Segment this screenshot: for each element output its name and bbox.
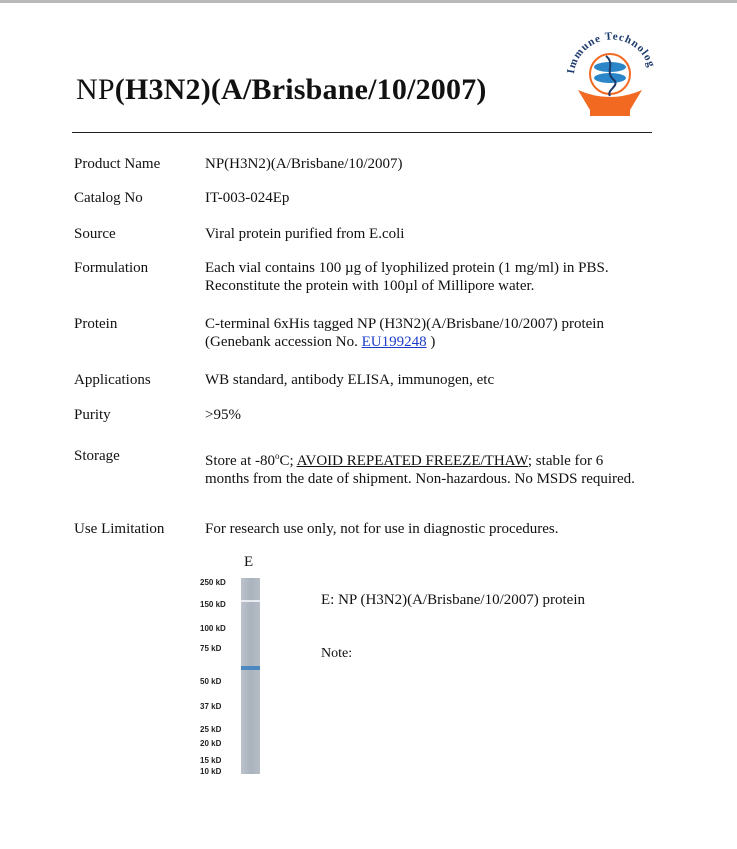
marker-75: 75 kD — [200, 644, 222, 653]
product-name-value: NP(H3N2)(A/Brisbane/10/2007) — [205, 156, 403, 172]
storage-warning: AVOID REPEATED FREEZE/THAW — [296, 453, 528, 469]
logo-text: Immune Technolog — [565, 30, 658, 75]
gel-protein-band — [241, 666, 260, 670]
marker-37: 37 kD — [200, 702, 222, 711]
product-name-label: Product Name — [74, 156, 161, 172]
applications-value: WB standard, antibody ELISA, immunogen, etc — [205, 372, 495, 388]
formulation-value — [205, 259, 650, 295]
protein-line-2: (Genebank accession No. EU199248 ) — [205, 334, 436, 350]
use-limitation-label: Use Limitation — [74, 521, 165, 537]
marker-20: 20 kD — [200, 739, 222, 748]
marker-10: 10 kD — [200, 767, 222, 776]
top-border — [0, 0, 737, 3]
gel-legend: E: NP (H3N2)(A/Brisbane/10/2007) protein — [321, 592, 585, 608]
storage-label: Storage — [74, 448, 120, 464]
gel-faint-band — [241, 600, 260, 602]
source-value: Viral protein purified from E.coli — [205, 226, 405, 242]
page-title: NP(H3N2)(A/Brisbane/10/2007) — [76, 73, 487, 106]
marker-100: 100 kD — [200, 624, 226, 633]
title-divider — [72, 132, 652, 133]
catalog-no-value: IT-003-024Ep — [205, 190, 290, 206]
use-limitation-value: For research use only, not for use in diagnostic procedures. — [205, 521, 559, 537]
genebank-accession-link[interactable]: EU199248 — [361, 334, 427, 350]
marker-15: 15 kD — [200, 756, 222, 765]
marker-25: 25 kD — [200, 725, 222, 734]
formulation-label: Formulation — [74, 260, 149, 276]
purity-label: Purity — [74, 407, 111, 423]
storage-value: Store at -80$^o$C; AVOID REPEATED FREEZE/THAW; stable for 6 months from the date of shipment. Non-hazardous. No MSDS required. — [205, 451, 635, 487]
formulation-line-1: Each vial contains 100 µg of lyophilized protein (1 mg/ml) in PBS. — [205, 260, 609, 276]
source-label: Source — [74, 226, 116, 242]
marker-150: 150 kD — [200, 600, 226, 609]
protein-line-1: C-terminal 6xHis tagged NP (H3N2)(A/Brisbane/10/2007) protein — [205, 316, 604, 332]
gel-lane — [241, 578, 260, 774]
purity-value: >95% — [205, 407, 241, 423]
protein-label: Protein — [74, 316, 118, 332]
protein-value — [205, 315, 650, 351]
applications-label: Applications — [74, 372, 151, 388]
marker-250: 250 kD — [200, 578, 226, 587]
catalog-no-label: Catalog No — [74, 190, 143, 206]
gel-note: Note: — [321, 646, 353, 661]
gel-lane-label: E — [244, 554, 254, 570]
marker-50: 50 kD — [200, 677, 222, 686]
immune-technology-logo — [560, 12, 660, 122]
formulation-line-2: Reconstitute the protein with 100µl of Millipore water. — [205, 278, 535, 294]
